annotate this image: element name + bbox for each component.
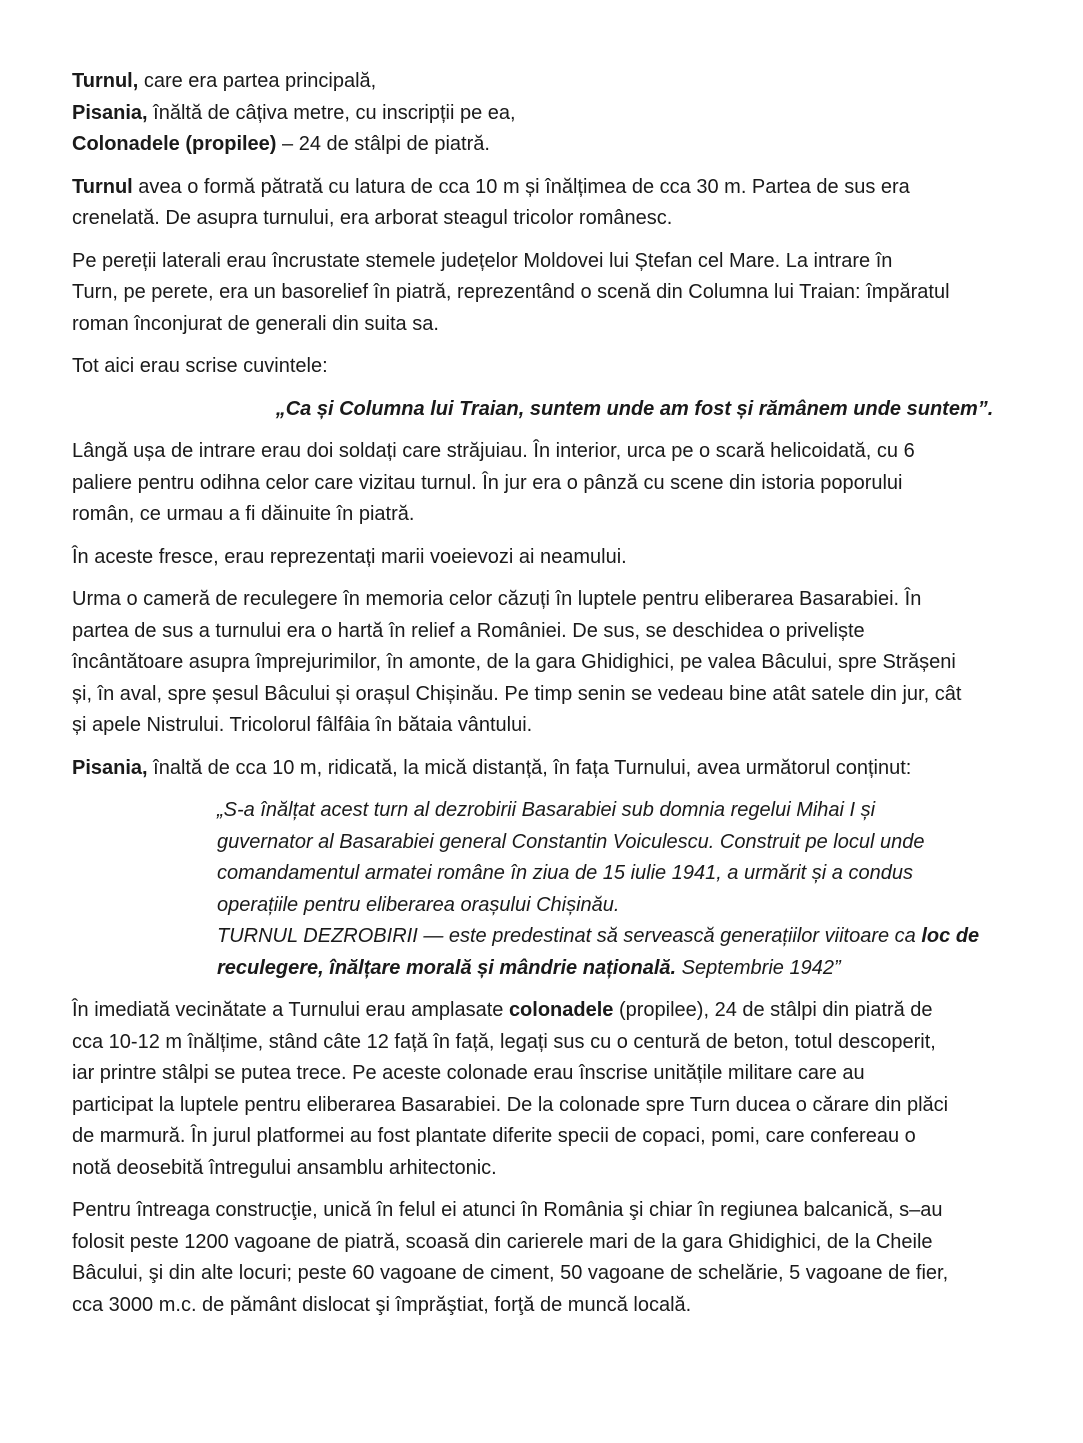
paragraph-line: partea de sus a turnului era o hartă în relief a României. De sus, se deschidea o priveliște (72, 619, 865, 642)
quote-bold-text: loc de (921, 925, 980, 947)
term-pisania: Pisania, (72, 101, 148, 124)
paragraph-line: notă deosebită întregului ansamblu arhitectonic. (72, 1156, 497, 1179)
paragraph-line: Turn, pe perete, era un basorelief în piatră, reprezentând o scenă din Columna lui Traian: împăratul (72, 281, 950, 303)
intro-text: înăltă de câțiva metre, cu inscripții pe ea, (147, 101, 516, 124)
paragraph-line: Pentru întreaga construcţie, unică în felul ei atunci în România şi chiar în regiunea balcanică, s–au (72, 1199, 943, 1221)
paragraph-langa (72, 436, 1047, 531)
paragraph-pereti (72, 246, 1047, 341)
paragraph-urma (72, 584, 1047, 742)
paragraph-line: Pe pereții laterali erau încrustate stemele județelor Moldovei lui Ștefan cel Mare. La intrare în (72, 249, 893, 272)
quote-line: „S-a înălțat acest turn al dezrobirii Basarabiei sub domnia regelui Mihai I și (217, 799, 876, 821)
paragraph-line: român, ce urmau a fi dăinuite în piatră. (72, 503, 415, 525)
quote-line (217, 921, 1047, 953)
quote-line: operațiile pentru eliberarea orașului Chișinău. (217, 893, 620, 916)
paragraph-text: înaltă de cca 10 m, ridicată, la mică distanță, în fața Turnului, avea următorul conținut: (147, 756, 912, 779)
paragraph-line: și, în aval, spre șesul Bâcului și orașul Chișinău. Pe timp senin se vedeau bine atât satele din jur, cât (72, 682, 962, 705)
quote-text: TURNUL DEZROBIRII — este predestinat să servească generațiilor viitoare ca (217, 925, 922, 947)
paragraph-fresce (72, 542, 1047, 574)
quote-line: comandamentul armatei române în ziua de 15 iulie 1941, a urmărit și a condus (217, 862, 913, 884)
quote-line (217, 953, 1047, 985)
paragraph-line (72, 753, 1047, 785)
quote-columna: „Ca și Columna lui Traian, suntem unde am fost și rămânem unde suntem”. (275, 397, 994, 420)
paragraph-tot-aici (72, 351, 1047, 383)
intro-line (72, 129, 1047, 161)
paragraph-constructie (72, 1195, 1047, 1321)
paragraph-line: participat la luptele pentru eliberarea Basarabiei. De la colonade spre Turn ducea o cărare din plăci (72, 1093, 949, 1116)
paragraph-line: Tot aici erau scrise cuvintele: (72, 355, 328, 377)
paragraph-line: folosit peste 1200 vagoane de piatră, scoasă din carierele mari de la gara Ghidighici, de la Cheile (72, 1230, 933, 1253)
term-turnul: Turnul, (72, 70, 139, 92)
paragraph-line: încântătoare asupra împrejurimilor, în amonte, de la gara Ghidighici, pe valea Bâcului, spre Strășeni (72, 651, 956, 673)
quote-line: guvernator al Basarabiei general Constantin Voiculescu. Construit pe locul unde (217, 830, 925, 853)
paragraph-line (72, 172, 1047, 204)
intro-text: – 24 de stâlpi de piatră. (276, 133, 490, 155)
paragraph-line: paliere pentru odihna celor care vizitau turnul. În jur era o pânză cu scene din istoria poporului (72, 471, 903, 494)
paragraph-text: (propilee), 24 de stâlpi din piatră de (613, 999, 933, 1021)
paragraph-line: cca 3000 m.c. de pământ dislocat şi împrăştiat, forţă de muncă locală. (72, 1293, 692, 1316)
paragraph-line: Lângă ușa de intrare erau doi soldați care străjuiau. În interior, urca pe o scară helicoidată, cu 6 (72, 440, 915, 462)
document-page (72, 66, 1047, 1332)
intro-line (72, 98, 1047, 130)
term-colonadele: Colonadele (propilee) (72, 133, 277, 155)
paragraph-line: Urma o cameră de reculegere în memoria celor căzuți în luptele pentru eliberarea Basarabiei. În (72, 588, 922, 610)
paragraph-colonade (72, 995, 1047, 1184)
paragraph-line: crenelată. De asupra turnului, era arborat steagul tricolor românesc. (72, 207, 673, 229)
paragraph-line: iar printre stâlpi se putea trece. Pe aceste colonade erau înscrise unitățile militare care au (72, 1062, 865, 1084)
paragraph-text: avea o formă pătrată cu latura de cca 10 m și înălțimea de cca 30 m. Partea de sus era (132, 175, 910, 198)
quote-bold-text: reculegere, înălțare morală și mândrie națională. (217, 956, 677, 979)
quote-pisania (217, 795, 1047, 984)
paragraph-line: și apele Nistrului. Tricolorul fâlfâia în bătaia vântului. (72, 714, 533, 736)
bold-term: colonadele (508, 999, 614, 1021)
paragraph-line (72, 995, 1047, 1027)
paragraph-line: Bâcului, şi din alte locuri; peste 60 vagoane de ciment, 50 vagoane de schelărie, 5 vagoane de fier, (72, 1262, 949, 1284)
paragraph-line: roman înconjurat de generali din suita sa. (72, 312, 439, 335)
paragraph-pisania (72, 753, 1047, 785)
paragraph-line: cca 10-12 m înălțime, stând câte 12 față în față, legați sus cu o centură de beton, totul descoperit, (72, 1030, 936, 1053)
intro-list (72, 66, 1047, 161)
bold-term: Turnul (72, 175, 133, 198)
paragraph-line: În aceste fresce, erau reprezentați marii voeievozi ai neamului. (72, 545, 627, 568)
intro-line (72, 66, 1047, 98)
intro-text: care era partea principală, (138, 70, 377, 92)
quote-text: Septembrie 1942” (676, 956, 841, 979)
paragraph-line: de marmură. În jurul platformei au fost plantate diferite specii de copaci, pomi, care confereau o (72, 1125, 916, 1147)
paragraph-text: În imediată vecinătate a Turnului erau amplasate (72, 999, 509, 1021)
bold-term: Pisania, (72, 756, 148, 779)
paragraph-turnul (72, 172, 1047, 235)
